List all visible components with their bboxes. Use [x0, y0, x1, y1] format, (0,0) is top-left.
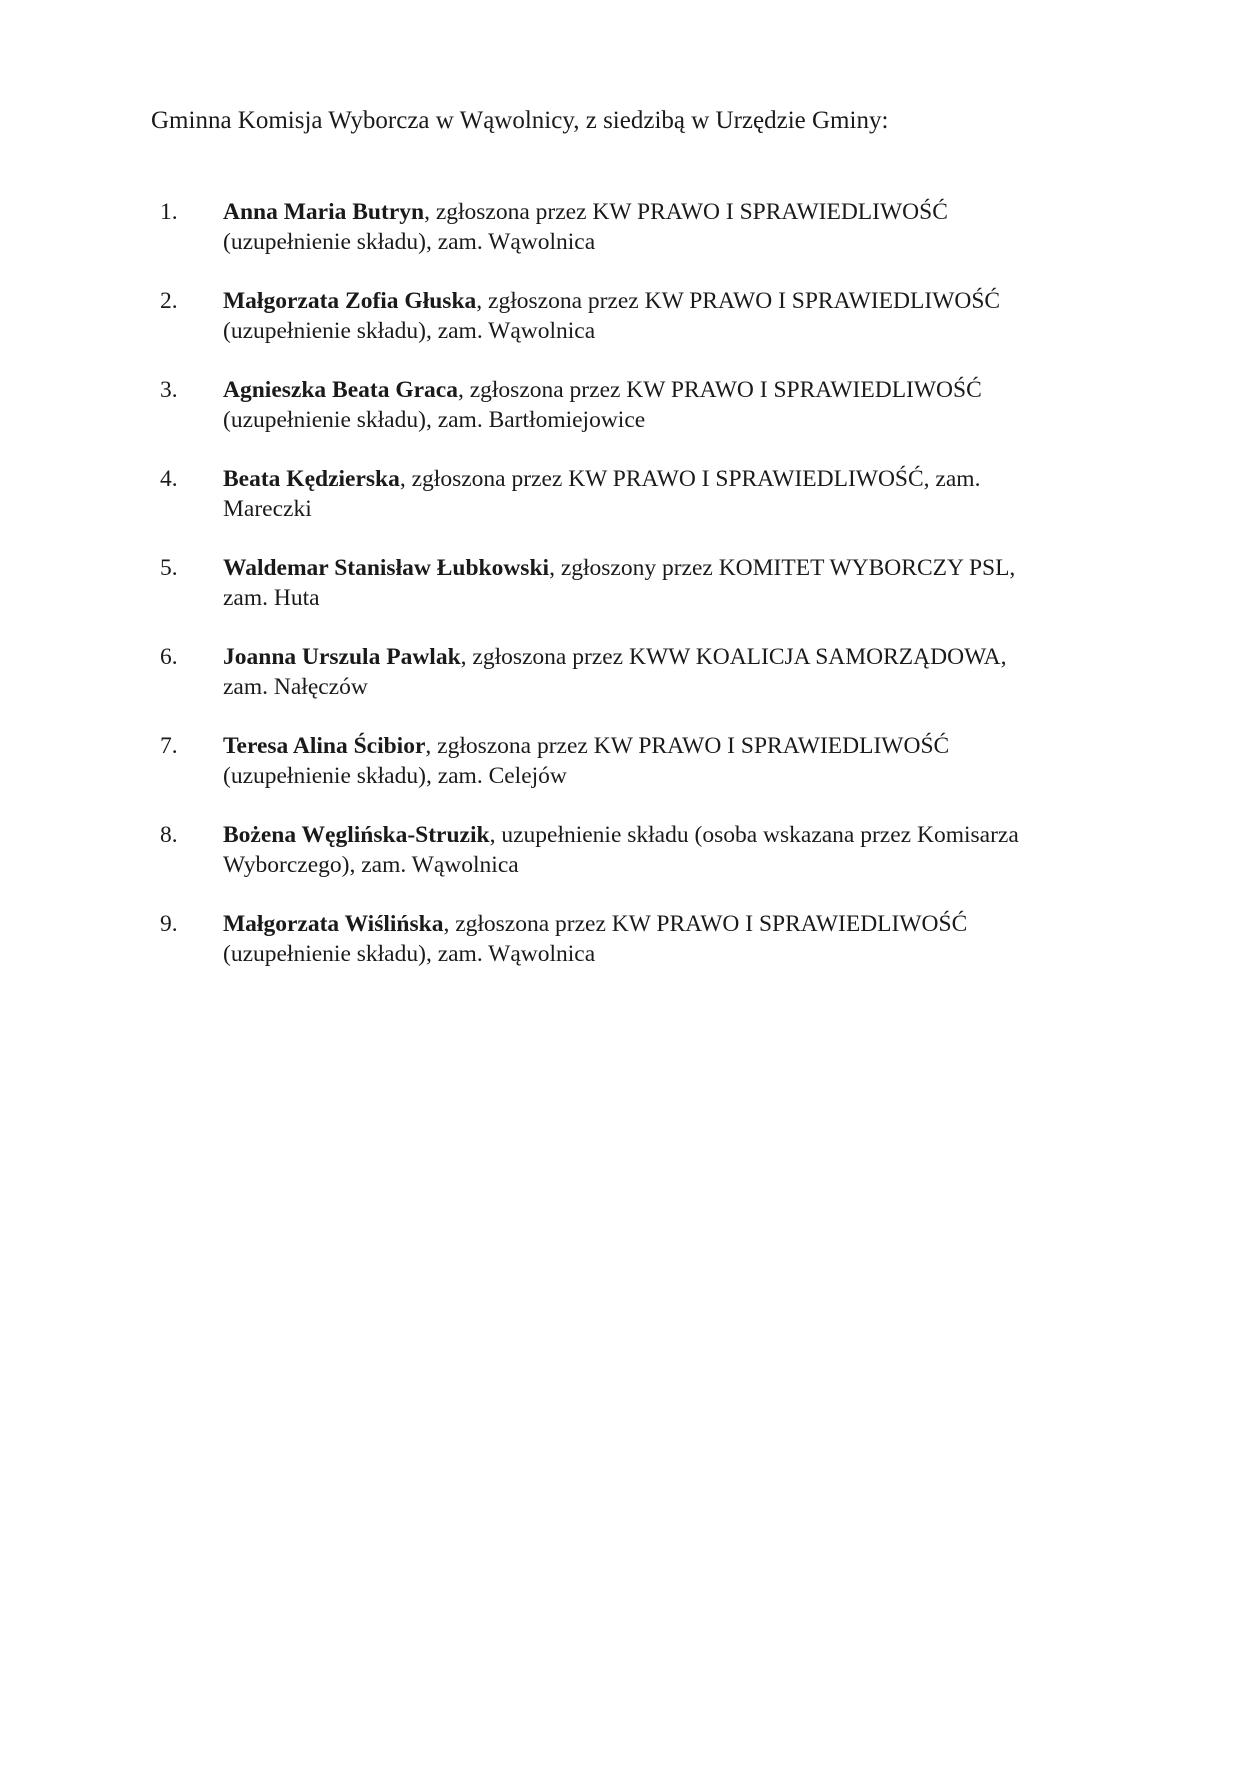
item-text [223, 821, 1083, 880]
item-text [223, 465, 1083, 524]
list-item [160, 643, 1100, 732]
member-name: Małgorzata Wiślińska [223, 911, 444, 937]
list-item [160, 198, 1100, 287]
item-text [223, 910, 1083, 969]
member-nomination: , zgłoszona przez KWW KOALICJA SAMORZĄDOWA, [460, 644, 1007, 670]
member-nomination: , zgłoszona przez KW PRAWO I SPRAWIEDLIWOŚĆ, zam. [399, 466, 981, 492]
member-name: Teresa Alina Ścibior [223, 733, 426, 759]
item-text [223, 376, 1083, 435]
item-line-1 [223, 821, 1083, 851]
member-name: Beata Kędzierska [223, 466, 400, 492]
list-item [160, 465, 1100, 554]
member-nomination: , zgłoszona przez KW PRAWO I SPRAWIEDLIWOŚĆ [425, 733, 950, 759]
member-nomination: , zgłoszona przez KW PRAWO I SPRAWIEDLIWOŚĆ [457, 377, 982, 403]
list-item [160, 732, 1100, 821]
item-text [223, 198, 1083, 257]
item-number: 2. [160, 288, 178, 314]
item-number: 9. [160, 911, 178, 937]
item-line-1 [223, 554, 1083, 584]
item-number: 7. [160, 733, 178, 759]
member-name: Anna Maria Butryn [223, 199, 425, 225]
member-name: Waldemar Stanisław Łubkowski [223, 555, 550, 581]
list-item [160, 821, 1100, 910]
item-line-1 [223, 643, 1083, 673]
member-nomination: , uzupełnienie składu (osoba wskazana przez Komisarza [489, 822, 1019, 848]
member-list [160, 198, 1100, 999]
item-line-2: (uzupełnienie składu), zam. Bartłomiejowice [223, 406, 646, 433]
item-line-1 [223, 287, 1083, 317]
member-name: Małgorzata Zofia Głuska [223, 288, 477, 314]
item-number: 3. [160, 377, 178, 403]
member-nomination: , zgłoszona przez KW PRAWO I SPRAWIEDLIWOŚĆ [476, 288, 1001, 314]
list-item [160, 376, 1100, 465]
item-line-2: Wyborczego), zam. Wąwolnica [223, 851, 519, 878]
item-line-1 [223, 910, 1083, 940]
list-item [160, 910, 1100, 999]
member-name: Agnieszka Beata Graca [223, 377, 458, 403]
member-nomination: , zgłoszona przez KW PRAWO I SPRAWIEDLIWOŚĆ [424, 199, 948, 225]
item-number: 8. [160, 822, 178, 848]
item-line-2: (uzupełnienie składu), zam. Wąwolnica [223, 940, 596, 967]
item-number: 6. [160, 644, 178, 670]
item-text [223, 287, 1083, 346]
item-text [223, 643, 1083, 702]
member-name: Joanna Urszula Pawlak [223, 644, 461, 670]
item-line-1 [223, 465, 1083, 495]
item-line-1 [223, 376, 1083, 406]
item-line-2: zam. Nałęczów [223, 673, 368, 700]
item-text [223, 554, 1083, 613]
item-line-1 [223, 198, 1083, 228]
item-line-2: (uzupełnienie składu), zam. Wąwolnica [223, 317, 596, 344]
list-item [160, 287, 1100, 376]
item-line-1 [223, 732, 1083, 762]
item-text [223, 732, 1083, 791]
member-nomination: , zgłoszona przez KW PRAWO I SPRAWIEDLIWOŚĆ [443, 911, 968, 937]
member-name: Bożena Węglińska-Struzik [223, 822, 490, 848]
item-number: 1. [160, 199, 178, 225]
item-line-2: zam. Huta [223, 584, 320, 611]
item-line-2: (uzupełnienie składu), zam. Wąwolnica [223, 228, 596, 255]
member-nomination: , zgłoszony przez KOMITET WYBORCZY PSL, [549, 555, 1016, 581]
list-item [160, 554, 1100, 643]
item-number: 4. [160, 466, 178, 492]
item-line-2: (uzupełnienie składu), zam. Celejów [223, 762, 567, 789]
item-line-2: Mareczki [223, 495, 312, 522]
document-heading: Gminna Komisja Wyborcza w Wąwolnicy, z siedzibą w Urzędzie Gminy: [151, 107, 889, 134]
item-number: 5. [160, 555, 178, 581]
